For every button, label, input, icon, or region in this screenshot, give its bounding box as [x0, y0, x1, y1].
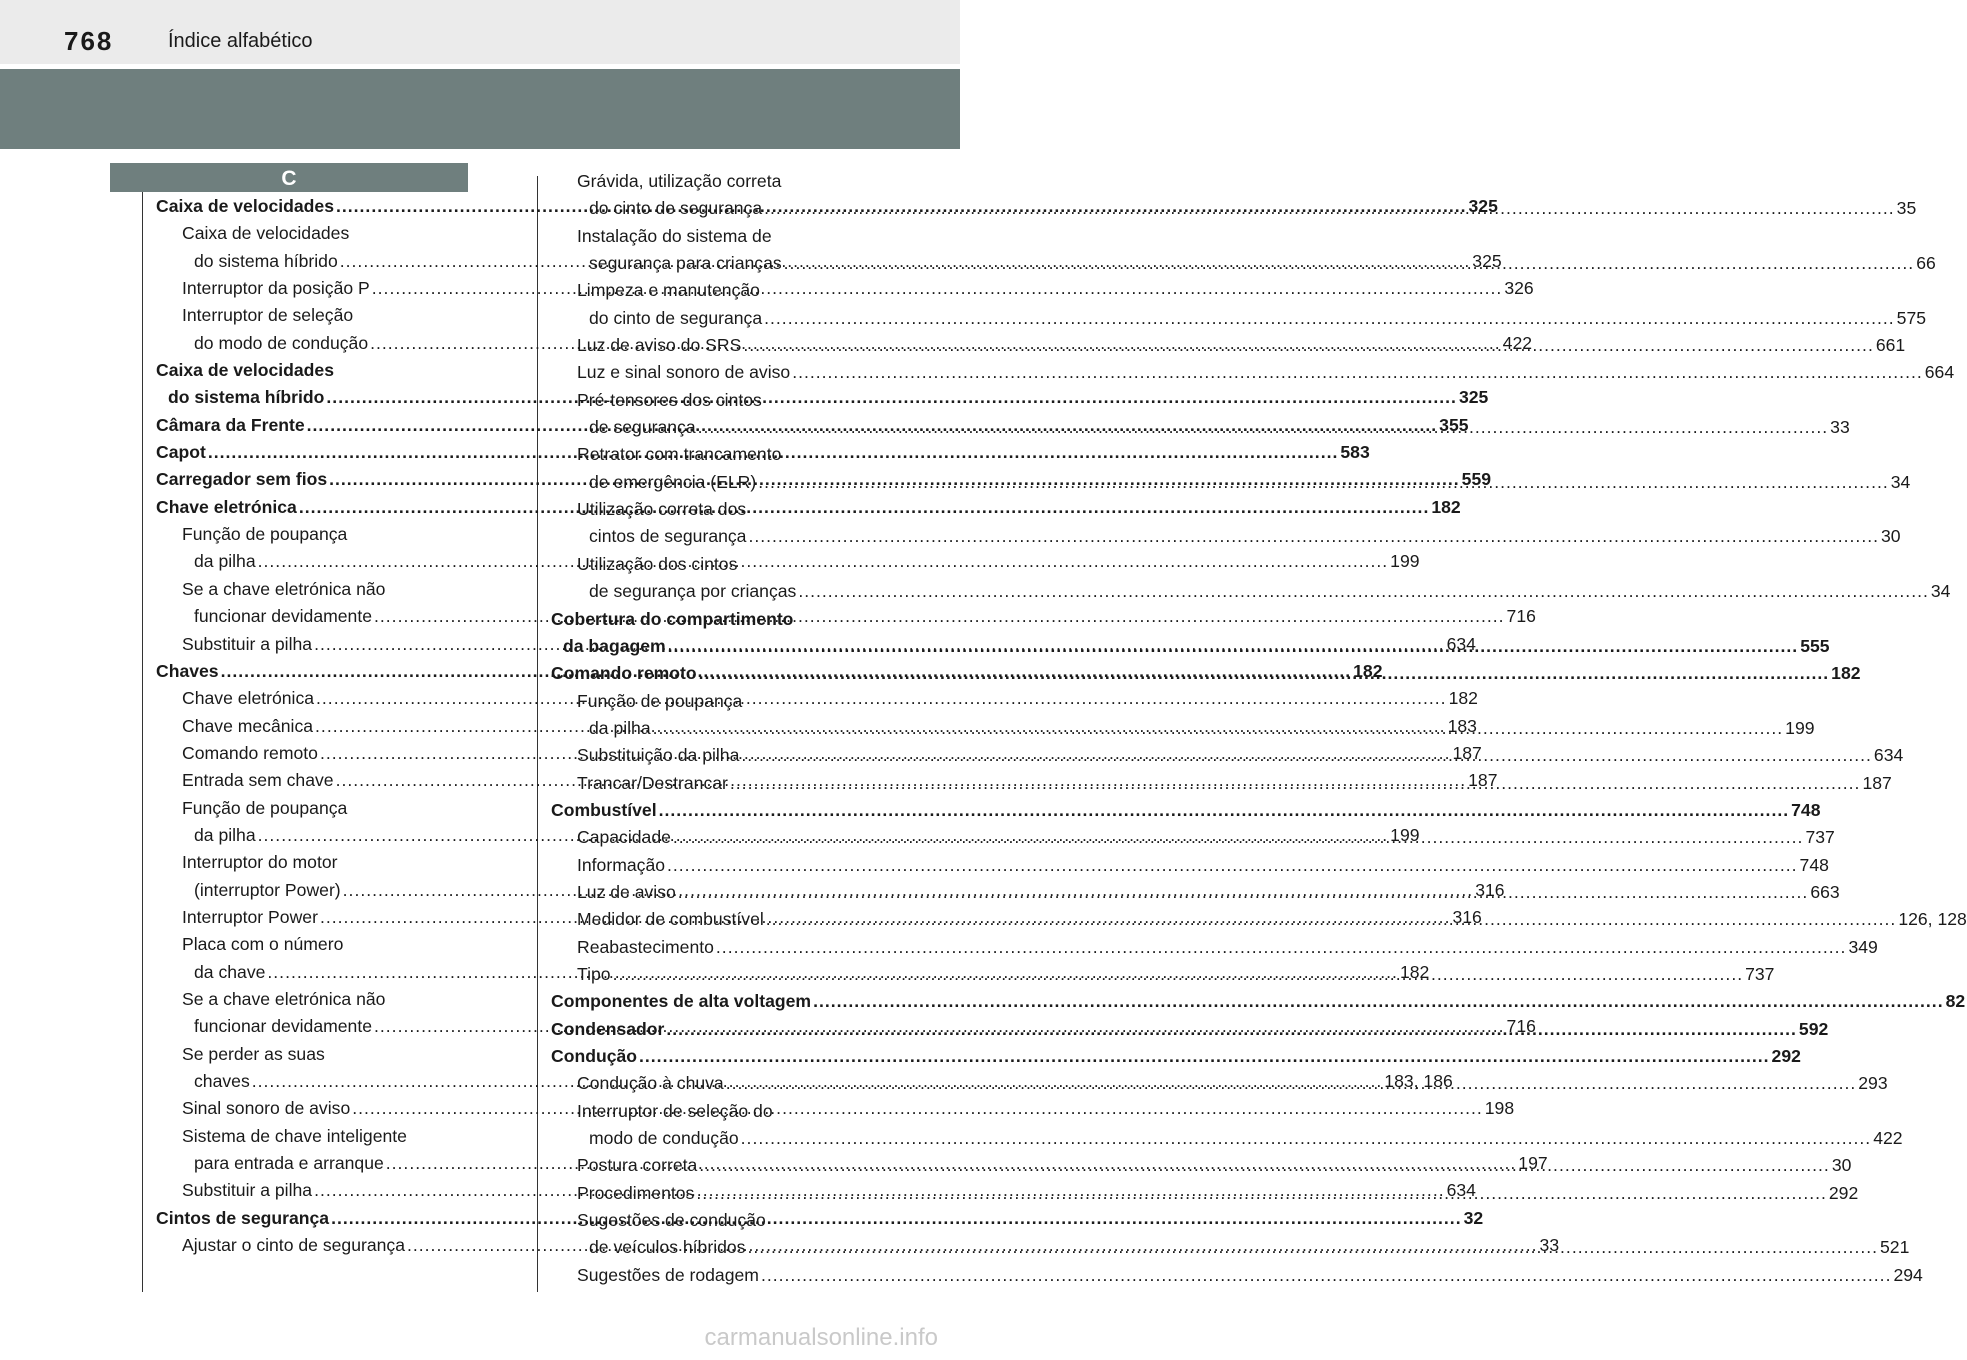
index-entry-label: Capacidade [577, 827, 671, 848]
index-entry-label: Se a chave eletrónica não [182, 578, 386, 599]
index-entry-page: 197 [1518, 1153, 1548, 1174]
index-entry-label: Entrada sem chave [182, 770, 334, 791]
index-entry [551, 1043, 1801, 1070]
dot-leader [299, 494, 1430, 521]
index-entry [156, 220, 468, 247]
index-entry-page: 183 [1447, 715, 1477, 736]
index-entry-label: (interruptor Power) [194, 879, 341, 900]
index-entry-label: para entrada e arranque [194, 1153, 384, 1174]
index-entry-page: 664 [1924, 362, 1955, 383]
index-entry-label: Interruptor Power [182, 906, 318, 927]
dot-leader [766, 906, 1897, 933]
dot-leader [747, 1234, 1878, 1261]
index-entry-label: de veículos híbridos [589, 1237, 746, 1258]
dot-leader [716, 934, 1847, 961]
index-entry-label: chaves [194, 1071, 250, 1091]
index-entry-page: 422 [1873, 1128, 1903, 1149]
index-entry [551, 1098, 863, 1125]
index-entry-page: 182 [1399, 961, 1430, 982]
dot-leader [764, 195, 1895, 222]
page-number: 768 [64, 26, 114, 56]
dot-leader [758, 469, 1889, 496]
index-entry [156, 1123, 468, 1150]
index-entry-label: Medidor de combustível [577, 909, 764, 930]
index-entry-page: 182 [1353, 660, 1383, 681]
index-entry-page: 716 [1506, 606, 1536, 627]
index-entry [551, 934, 1878, 961]
dot-leader [673, 824, 1804, 851]
index-entry-label: Sugestões de condução [577, 1210, 766, 1231]
index-entry-page: 422 [1502, 332, 1533, 353]
index-entry-page: 325 [1468, 196, 1498, 216]
index-entry-label: Procedimentos [577, 1182, 695, 1203]
index-entry-label: Substituir a pilha [182, 633, 313, 654]
index-entry-label: Se a chave eletrónica não [182, 988, 386, 1009]
index-entry-label: Tipo [577, 963, 611, 984]
index-entry-label: da bagagem [563, 635, 666, 656]
index-entry [551, 660, 1861, 687]
index-entry-label: Luz de aviso do SRS [577, 335, 742, 356]
dot-leader [372, 275, 1503, 302]
index-entry-label: Cobertura do compartimento [551, 608, 794, 629]
index-entry-label: Condução à chuva [577, 1073, 724, 1094]
index-entry-label: Condução [551, 1046, 638, 1066]
index-entry-page: 199 [1785, 717, 1815, 738]
index-entry-label: do cinto de segurança [589, 198, 763, 219]
dot-leader [667, 852, 1798, 879]
index-entry-label: Chave eletrónica [156, 496, 297, 517]
index-entry-label: Sugestões de rodagem [577, 1264, 759, 1285]
index-entry-label: Caixa de velocidades [182, 223, 350, 244]
index-entry-label: Interruptor de seleção [182, 305, 354, 326]
index-entry-page: 716 [1506, 1016, 1536, 1037]
index-entry [156, 849, 468, 876]
index-entry-label: da pilha [194, 551, 256, 572]
index-entry-label: Caixa de velocidades [156, 360, 334, 381]
index-entry-page: 293 [1858, 1073, 1888, 1094]
index-entry-page: 634 [1446, 633, 1476, 654]
index-entry-label: Reabastecimento [577, 936, 714, 957]
index-entry-label: de segurança por crianças [589, 581, 797, 602]
index-entry-label: Combustível [551, 799, 657, 820]
index-entry-page: 187 [1862, 772, 1892, 793]
dot-leader [798, 578, 1929, 605]
dot-leader [613, 961, 1744, 988]
index-entry-label: da chave [194, 961, 266, 982]
index-entry-label: Capot [156, 442, 206, 463]
index-entry [551, 1262, 1923, 1289]
index-entry-page: 555 [1800, 635, 1830, 656]
index-entry-label: Câmara da Frente [156, 414, 305, 435]
index-entry-page: 325 [1472, 250, 1502, 271]
index-entry-label: Função de poupança [182, 797, 348, 818]
dot-leader [352, 1095, 1483, 1122]
dot-leader [764, 305, 1895, 332]
dot-leader [792, 359, 1923, 386]
index-entry-page: 663 [1810, 881, 1840, 902]
index-entry-label: Substituir a pilha [182, 1180, 313, 1201]
index-entry-label: Se perder as suas [182, 1043, 325, 1064]
dot-leader [699, 1152, 1830, 1179]
index-entry-page: 35 [1896, 198, 1917, 219]
index-entry-label: Retrator com trancamento [577, 444, 782, 465]
index-entry-page: 66 [1916, 253, 1936, 274]
index-entry [551, 359, 1955, 386]
index-entry-page: 325 [1458, 387, 1489, 408]
index-entry-label: Chaves [156, 660, 219, 681]
index-entry-label: Instalação do sistema de [577, 225, 772, 246]
index-entry [551, 551, 863, 578]
index-entry [551, 852, 1829, 879]
dot-leader [331, 1205, 1462, 1232]
index-entry-page: 82 [1945, 991, 1966, 1012]
index-entry-label: modo de condução [589, 1128, 739, 1149]
index-entry-label: funcionar devidamente [194, 606, 373, 627]
index-entry [551, 387, 863, 414]
index-entry [551, 496, 863, 523]
index-entry-page: 182 [1831, 663, 1861, 684]
index-entry-page: 559 [1461, 469, 1492, 490]
index-entry-page: 316 [1452, 906, 1482, 927]
index-entry [551, 523, 1901, 550]
index-entry-label: Ajustar o cinto de segurança [182, 1235, 405, 1256]
index-entry-label: Utilização dos cintos [577, 553, 738, 574]
index-entry-label: Luz e sinal sonoro de aviso [577, 362, 791, 383]
dot-leader [730, 770, 1861, 797]
index-entry-page: 294 [1893, 1264, 1923, 1285]
index-entry-label: Postura correta [577, 1155, 698, 1176]
index-entry-label: Interruptor do motor [182, 852, 338, 873]
index-entry-label: do cinto de segurança [589, 307, 763, 328]
index-entry-page: 292 [1771, 1046, 1801, 1066]
index-entry-page: 634 [1446, 1180, 1476, 1201]
index-entry-page: 355 [1439, 414, 1469, 435]
dot-leader [726, 1070, 1857, 1097]
index-entry [551, 277, 863, 304]
index-entry-label: Sistema de chave inteligente [182, 1125, 407, 1146]
index-entry [551, 797, 1821, 824]
page-header [0, 0, 960, 64]
index-entry [156, 986, 468, 1013]
index-entry-page: 326 [1504, 278, 1534, 299]
index-entry-label: da pilha [589, 717, 651, 738]
index-entry-page: 126, 128 [1898, 909, 1967, 930]
index-entry-page: 33 [1539, 1235, 1560, 1256]
index-entry-page: 592 [1798, 1018, 1829, 1039]
index-entry-label: cintos de segurança [589, 526, 747, 547]
index-entry-page: 34 [1930, 581, 1951, 602]
dot-leader [316, 685, 1447, 712]
index-entry-label: Carregador sem fios [156, 469, 328, 490]
index-entry-label: de emergência (ELR) [589, 471, 757, 492]
index-entry-label: Caixa de velocidades [156, 196, 334, 216]
left-column-rule [142, 192, 143, 1292]
dot-leader [699, 660, 1830, 687]
index-entry [156, 521, 468, 548]
index-entry-page: 737 [1805, 827, 1835, 848]
index-entry [551, 988, 1966, 1015]
index-entry-label: Luz de aviso [577, 881, 676, 902]
index-entry-label: Utilização correta dos [577, 499, 747, 520]
index-entry-page: 349 [1848, 936, 1878, 957]
dot-leader [666, 1016, 1797, 1043]
index-entry-page: 33 [1830, 417, 1850, 438]
index-entry [551, 688, 863, 715]
dot-leader [639, 1043, 1770, 1070]
dot-leader [659, 797, 1790, 824]
index-entry-label: Função de poupança [182, 524, 348, 545]
dot-leader [698, 414, 1829, 441]
index-entry-label: Placa com o número [182, 934, 344, 955]
index-entry [551, 1125, 1903, 1152]
dot-leader [743, 332, 1874, 359]
index-entry-label: Substituição da pilha [577, 745, 740, 766]
index-entry [156, 931, 468, 958]
dot-leader [668, 633, 1799, 660]
index-entry-label: do sistema híbrido [194, 250, 338, 271]
index-entry-label: Comando remoto [182, 742, 318, 763]
index-entry-label: Limpeza e manutenção [577, 280, 760, 301]
index-entry-page: 634 [1873, 745, 1904, 766]
index-entry-label: Interruptor da posição P [182, 278, 370, 299]
index-entry-label: Sinal sonoro de aviso [182, 1098, 351, 1119]
page-title: Índice alfabético [168, 30, 313, 52]
index-entry-page: 748 [1799, 854, 1829, 875]
index-entry-label: Chave mecânica [182, 715, 314, 736]
watermark: carmanualsonline.info [704, 1324, 938, 1351]
dot-leader [696, 1180, 1827, 1207]
index-entry-page: 198 [1484, 1098, 1515, 1119]
index-entry [156, 357, 468, 384]
dot-leader [813, 988, 1944, 1015]
index-entry [156, 302, 468, 329]
index-entry-label: Chave eletrónica [182, 688, 315, 709]
index-entry-page: 316 [1475, 879, 1505, 900]
index-entry [551, 1207, 863, 1234]
dot-leader [374, 603, 1505, 630]
index-entry [551, 770, 1892, 797]
header-band [0, 69, 960, 149]
index-entry-page: 583 [1340, 442, 1370, 463]
index-entry [551, 441, 863, 468]
dot-leader [761, 1262, 1892, 1289]
index-entry-label: Pré-tensores dos cintos [577, 389, 762, 410]
index-entry-page: 575 [1896, 307, 1927, 328]
dot-leader [653, 715, 1784, 742]
index-entry-label: Função de poupança [577, 690, 743, 711]
index-entry-page: 182 [1431, 496, 1461, 517]
index-entry-page: 32 [1463, 1207, 1484, 1228]
index-entry-page: 34 [1890, 471, 1911, 492]
index-entry-label: do modo de condução [194, 332, 369, 353]
index-entry-page: 199 [1390, 551, 1420, 572]
index-entry [551, 223, 863, 250]
index-entry-label: Grávida, utilização correta [577, 171, 782, 191]
index-entry-label: do sistema híbrido [168, 387, 325, 408]
index-entry [156, 576, 468, 603]
index-entry [156, 795, 468, 822]
index-entry-label: de segurança [589, 417, 696, 438]
index-entry-label: da pilha [194, 824, 256, 845]
index-entry-label: Componentes de alta voltagem [551, 991, 812, 1012]
index-entry-page: 521 [1880, 1237, 1910, 1258]
dot-leader [741, 1125, 1872, 1152]
index-entry-page: 748 [1791, 799, 1821, 820]
index-entry-label: Comando remoto [551, 663, 697, 684]
index-entry-page: 661 [1875, 335, 1906, 356]
dot-leader [326, 384, 1457, 411]
index-entry-label: Cintos de segurança [156, 1207, 330, 1228]
index-entry-label: Condensador [551, 1018, 665, 1039]
index-entry [551, 168, 863, 195]
index-entry-page: 183, 186 [1384, 1071, 1453, 1091]
index-entry-label: Trancar/Destrancar [577, 772, 728, 793]
index-entry [551, 578, 1951, 605]
dot-leader [748, 523, 1879, 550]
index-entry-page: 737 [1745, 963, 1775, 984]
index-entry-page: 182 [1448, 688, 1478, 709]
dot-leader [784, 250, 1915, 277]
index-entry-page: 30 [1881, 526, 1901, 547]
index-entry-label: segurança para crianças [589, 253, 782, 274]
index-entry [551, 606, 863, 633]
index-entry-page: 199 [1390, 824, 1420, 845]
index-entry-label: Interruptor de seleção do [577, 1100, 773, 1121]
index-entry-page: 187 [1468, 770, 1498, 791]
index-entry-page: 292 [1828, 1182, 1859, 1203]
index-entry [156, 1041, 468, 1068]
section-letter-tab: C [110, 163, 468, 192]
index-entry [551, 305, 1927, 332]
index-entry-label: Informação [577, 854, 666, 875]
dot-leader [678, 879, 1809, 906]
index-entry-page: 187 [1452, 742, 1482, 763]
dot-leader [741, 742, 1872, 769]
index-entry-page: 30 [1831, 1155, 1852, 1176]
index-entry-label: funcionar devidamente [194, 1016, 373, 1037]
